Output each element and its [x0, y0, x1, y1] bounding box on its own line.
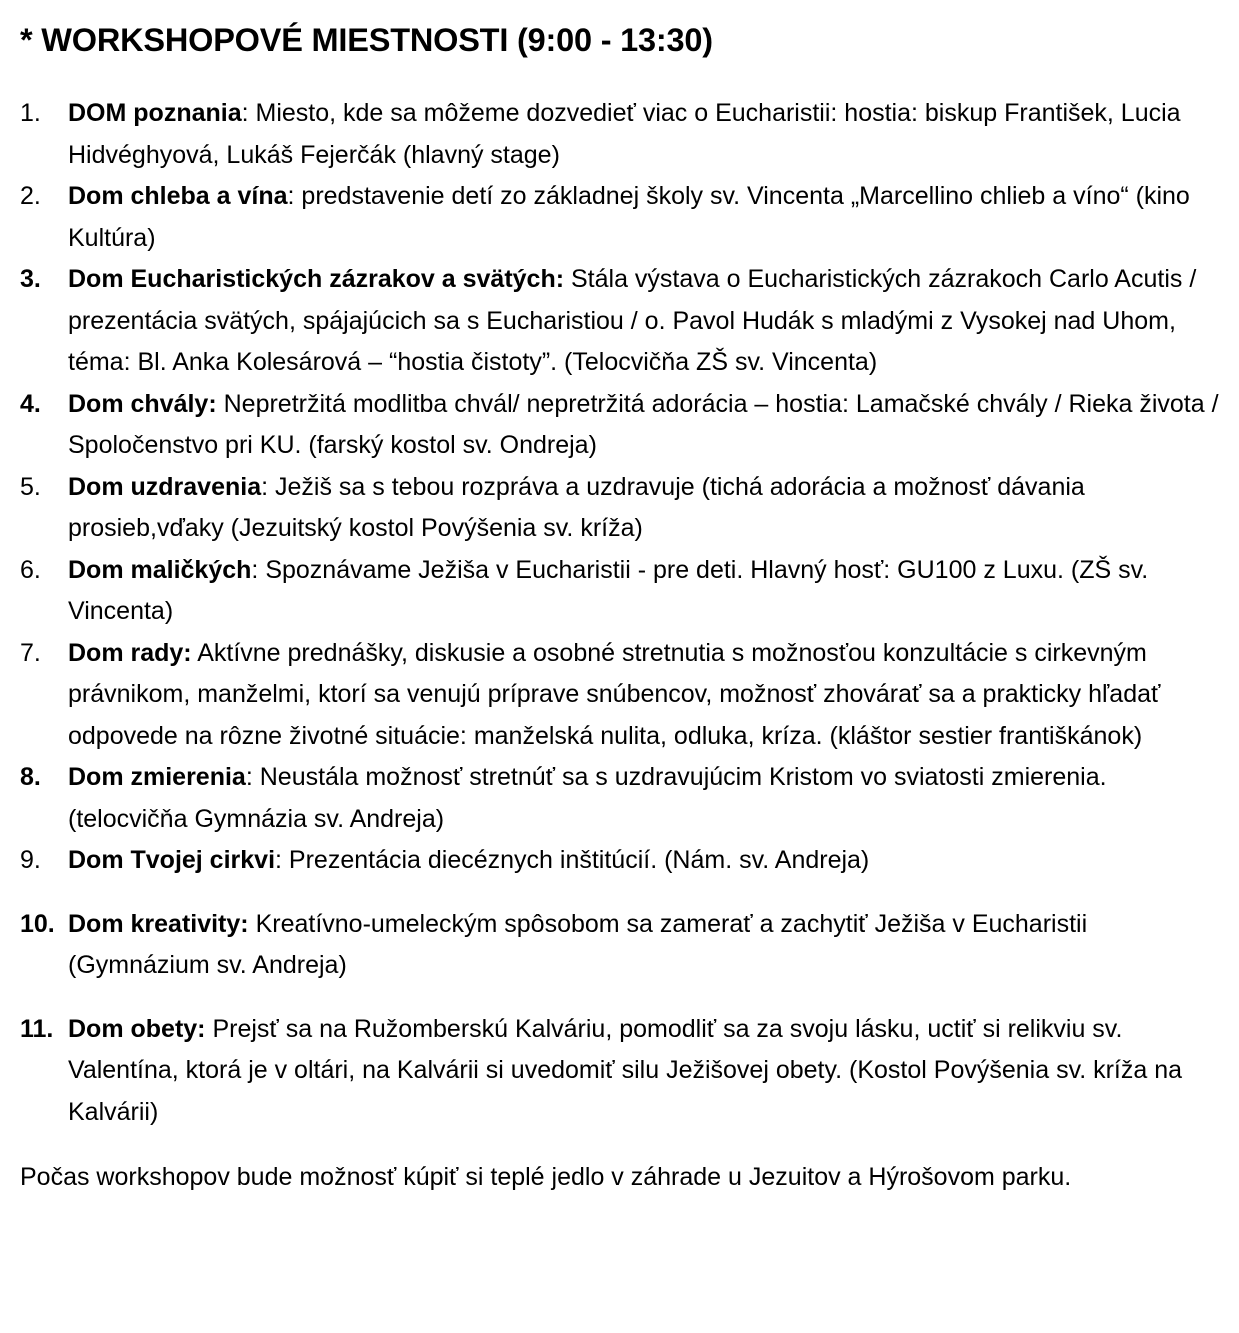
list-item	[20, 384, 1230, 467]
item-number: 6.	[20, 555, 41, 584]
item-number: 5.	[20, 472, 41, 501]
item-text: : Neustála možnosť stretnúť sa s uzdravujúcim Kristom vo sviatosti zmierenia. (telocvičňa Gymnázia sv. Andreja)	[68, 763, 1107, 833]
list-item	[20, 840, 1230, 882]
list-item	[20, 757, 1230, 840]
item-term: Dom maličkých	[68, 555, 252, 584]
item-term: Dom rady:	[68, 638, 192, 667]
item-number: 8.	[20, 763, 41, 791]
list-item	[20, 904, 1230, 987]
item-term: Dom chvály:	[68, 389, 217, 418]
item-text: Aktívne prednášky, diskusie a osobné stretnutia s možnosťou konzultácie s cirkevným právnikom, manželmi, ktorí sa venujú príprave snúbencov, možnosť zhovárať sa a prakticky hľadať odpovede na rôzne životné situácie: manželská nulita, odluka, kríza. (kláštor sestier františkánok)	[68, 638, 1161, 750]
item-term: DOM poznania	[68, 99, 242, 127]
list-item	[20, 176, 1230, 259]
item-text: Prejsť sa na Ružomberskú Kalváriu, pomodliť sa za svoju lásku, uctiť si relikviu sv. Valentína, ktorá je v oltári, na Kalvárii si uvedomiť silu Ježišovej obety. (Kostol Povýšenia sv. kríža na Kalvárii)	[68, 1014, 1183, 1126]
item-text: Stála výstava o Eucharistických zázrakoch Carlo Acutis / prezentácia svätých, spájajúcich sa s Eucharistiou / o. Pavol Hudák s mladými z Vysokej nad Uhom, téma: Bl. Anka Kolesárová – “hostia čistoty”. (Telocvičňa ZŠ sv. Vincenta)	[68, 265, 1197, 376]
list-item	[20, 1009, 1230, 1134]
item-term: Dom Eucharistických zázrakov a svätých:	[68, 265, 565, 293]
list-item	[20, 633, 1230, 758]
item-number: 7.	[20, 638, 41, 667]
list-item	[20, 467, 1230, 550]
list-item	[20, 93, 1230, 176]
item-term: Dom chleba a vína	[68, 182, 288, 210]
item-term: Dom zmierenia	[68, 763, 246, 791]
item-text: : Spoznávame Ježiša v Eucharistii - pre deti. Hlavný hosť: GU100 z Luxu. (ZŠ sv. Vincenta)	[68, 555, 1149, 625]
document-page	[20, 14, 1230, 1224]
item-number: 9.	[20, 846, 41, 874]
item-text: : Miesto, kde sa môžeme dozvedieť viac o Eucharistii: hostia: biskup František, Lucia Hidvéghyová, Lukáš Fejerčák (hlavný stage)	[68, 99, 1181, 169]
item-term: Dom obety:	[68, 1014, 206, 1043]
item-number: 10.	[20, 909, 55, 938]
item-text: : Ježiš sa s tebou rozpráva a uzdravuje (tichá adorácia a možnosť dávania prosieb,vďaky (Jezuitský kostol Povýšenia sv. kríža)	[68, 472, 1085, 542]
item-term: Dom uzdravenia	[68, 472, 262, 501]
item-number: 2.	[20, 182, 41, 210]
footer-note: Počas workshopov bude možnosť kúpiť si teplé jedlo v záhrade u Jezuitov a Hýrošovom parku.	[20, 1163, 1072, 1191]
page-title: * WORKSHOPOVÉ MIESTNOSTI (9:00 - 13:30)	[20, 22, 713, 58]
item-text: : predstavenie detí zo základnej školy sv. Vincenta „Marcellino chlieb a víno“ (kino Kultúra)	[68, 182, 1190, 252]
workshop-list	[20, 93, 1230, 1133]
item-number: 3.	[20, 265, 41, 293]
item-text: Nepretržitá modlitba chvál/ nepretržitá adorácia – hostia: Lamačské chvály / Rieka života / Spoločenstvo pri KU. (farský kostol sv. Ondreja)	[68, 389, 1219, 459]
list-item	[20, 550, 1230, 633]
list-item	[20, 259, 1230, 384]
item-number: 1.	[20, 99, 41, 127]
item-text: Kreatívno-umeleckým spôsobom sa zamerať a zachytiť Ježiša v Eucharistii (Gymnázium sv. Andreja)	[68, 909, 1088, 979]
item-number: 11.	[20, 1014, 54, 1043]
item-term: Dom kreativity:	[68, 909, 249, 938]
item-term: Dom Tvojej cirkvi	[68, 846, 276, 874]
item-number: 4.	[20, 389, 41, 418]
item-text: : Prezentácia diecéznych inštitúcií. (Nám. sv. Andreja)	[275, 846, 870, 874]
